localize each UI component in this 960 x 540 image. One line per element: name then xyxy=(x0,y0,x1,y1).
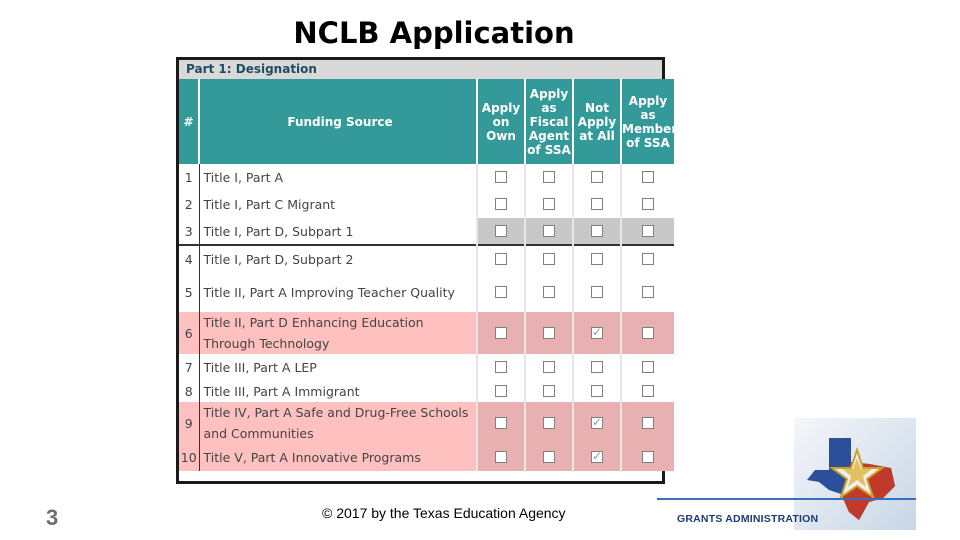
checkbox-own[interactable] xyxy=(495,198,507,210)
page-number: 3 xyxy=(46,505,59,530)
checkbox-not-apply[interactable] xyxy=(591,253,603,265)
checkbox-not-apply[interactable] xyxy=(591,198,603,210)
row-number: 6 xyxy=(179,312,199,354)
row-number: 2 xyxy=(179,191,199,218)
checkbox-not-apply[interactable] xyxy=(591,385,603,397)
funding-source-label: Title III, Part A Immigrant xyxy=(199,381,477,402)
checkbox-fiscal[interactable] xyxy=(543,385,555,397)
funding-source-label: Title I, Part A xyxy=(199,164,477,191)
checkbox-cell xyxy=(573,354,621,381)
row-number: 7 xyxy=(179,354,199,381)
checkbox-fiscal[interactable] xyxy=(543,451,555,463)
checkbox-cell xyxy=(525,444,573,471)
checkbox-member[interactable] xyxy=(642,385,654,397)
table-row xyxy=(179,381,674,402)
checkbox-cell xyxy=(525,218,573,245)
col-header-member: Apply as Member of SSA xyxy=(621,79,674,164)
checkbox-cell xyxy=(525,381,573,402)
row-number: 9 xyxy=(179,402,199,444)
slide-title: NCLB Application xyxy=(293,16,575,50)
checkbox-not-apply[interactable] xyxy=(591,171,603,183)
checkbox-cell xyxy=(477,218,525,245)
checkbox-cell xyxy=(525,245,573,272)
funding-table xyxy=(179,79,678,471)
checkbox-cell xyxy=(573,402,621,444)
checkbox-own[interactable] xyxy=(495,327,507,339)
copyright-text: © 2017 by the Texas Education Agency xyxy=(322,505,566,521)
checkbox-member[interactable] xyxy=(642,198,654,210)
checkbox-cell xyxy=(525,354,573,381)
checkbox-fiscal[interactable] xyxy=(543,198,555,210)
table-row xyxy=(179,191,674,218)
row-number: 4 xyxy=(179,245,199,272)
col-header-num: # xyxy=(179,79,199,164)
checkbox-own[interactable] xyxy=(495,286,507,298)
checkbox-own[interactable] xyxy=(495,417,507,429)
table-row xyxy=(179,218,674,245)
checkbox-member[interactable] xyxy=(642,417,654,429)
funding-source-label: Title I, Part D, Subpart 1 xyxy=(199,218,477,245)
checkbox-cell xyxy=(621,164,674,191)
checkbox-cell xyxy=(621,381,674,402)
checkbox-own[interactable] xyxy=(495,451,507,463)
funding-source-label: Title I, Part D, Subpart 2 xyxy=(199,245,477,272)
checkbox-member[interactable] xyxy=(642,361,654,373)
checkbox-cell xyxy=(573,218,621,245)
checkbox-own[interactable] xyxy=(495,253,507,265)
checkbox-cell xyxy=(477,312,525,354)
col-header-own: Apply on Own xyxy=(477,79,525,164)
checkbox-fiscal[interactable] xyxy=(543,417,555,429)
checkbox-member[interactable] xyxy=(642,253,654,265)
funding-source-label: Title II, Part D Enhancing Education Through Technology xyxy=(199,312,477,354)
checkbox-member[interactable] xyxy=(642,171,654,183)
checkbox-own[interactable] xyxy=(495,385,507,397)
checkbox-cell xyxy=(477,272,525,312)
checkbox-cell xyxy=(621,312,674,354)
checkbox-not-apply[interactable] xyxy=(591,451,603,463)
table-row xyxy=(179,164,674,191)
checkbox-fiscal[interactable] xyxy=(543,171,555,183)
designation-form xyxy=(176,57,678,484)
funding-source-label: Title IV, Part A Safe and Drug-Free Schools and Communities xyxy=(199,402,477,444)
checkbox-member[interactable] xyxy=(642,327,654,339)
row-number: 1 xyxy=(179,164,199,191)
checkbox-not-apply[interactable] xyxy=(591,417,603,429)
checkbox-fiscal[interactable] xyxy=(543,286,555,298)
checkbox-cell xyxy=(621,354,674,381)
funding-source-label: Title III, Part A LEP xyxy=(199,354,477,381)
checkbox-cell xyxy=(525,402,573,444)
checkbox-cell xyxy=(477,402,525,444)
checkbox-cell xyxy=(525,191,573,218)
col-header-fiscal: Apply as Fiscal Agent of SSA xyxy=(525,79,573,164)
checkbox-cell xyxy=(477,381,525,402)
row-number: 5 xyxy=(179,272,199,312)
checkbox-cell xyxy=(621,272,674,312)
col-header-not-apply: Not Apply at All xyxy=(573,79,621,164)
checkbox-cell xyxy=(477,354,525,381)
checkbox-cell xyxy=(477,444,525,471)
checkbox-not-apply[interactable] xyxy=(591,327,603,339)
checkbox-fiscal[interactable] xyxy=(543,253,555,265)
checkbox-not-apply[interactable] xyxy=(591,286,603,298)
funding-source-label: Title II, Part A Improving Teacher Quality xyxy=(199,272,477,312)
checkbox-cell xyxy=(477,191,525,218)
checkbox-fiscal[interactable] xyxy=(543,327,555,339)
table-row xyxy=(179,272,674,312)
table-row xyxy=(179,354,674,381)
grants-administration-logo xyxy=(657,418,916,530)
checkbox-own[interactable] xyxy=(495,361,507,373)
checkbox-cell xyxy=(621,218,674,245)
checkbox-fiscal[interactable] xyxy=(543,225,555,237)
checkbox-fiscal[interactable] xyxy=(543,361,555,373)
checkbox-member[interactable] xyxy=(642,286,654,298)
logo-rule xyxy=(657,498,916,500)
checkbox-cell xyxy=(573,191,621,218)
checkbox-cell xyxy=(573,444,621,471)
checkbox-own[interactable] xyxy=(495,225,507,237)
checkbox-cell xyxy=(477,245,525,272)
checkbox-cell xyxy=(477,164,525,191)
checkbox-cell xyxy=(573,245,621,272)
row-number: 8 xyxy=(179,381,199,402)
part-header: Part 1: Designation xyxy=(179,60,662,79)
table-row xyxy=(179,402,674,444)
checkbox-not-apply[interactable] xyxy=(591,225,603,237)
funding-source-label: Title I, Part C Migrant xyxy=(199,191,477,218)
funding-source-label: Title V, Part A Innovative Programs xyxy=(199,444,477,471)
checkbox-own[interactable] xyxy=(495,171,507,183)
row-number: 3 xyxy=(179,218,199,245)
table-row xyxy=(179,312,674,354)
checkbox-member[interactable] xyxy=(642,225,654,237)
col-header-source: Funding Source xyxy=(199,79,477,164)
checkbox-cell xyxy=(573,272,621,312)
checkbox-cell xyxy=(525,164,573,191)
checkbox-cell xyxy=(621,245,674,272)
checkbox-cell xyxy=(573,164,621,191)
checkbox-cell xyxy=(573,312,621,354)
checkbox-member[interactable] xyxy=(642,451,654,463)
logo-text: GRANTS ADMINISTRATION xyxy=(677,513,819,525)
row-number: 10 xyxy=(179,444,199,471)
checkbox-cell xyxy=(525,272,573,312)
table-row xyxy=(179,245,674,272)
checkbox-cell xyxy=(573,381,621,402)
checkbox-cell xyxy=(621,191,674,218)
checkbox-cell xyxy=(525,312,573,354)
table-row xyxy=(179,444,674,471)
checkbox-not-apply[interactable] xyxy=(591,361,603,373)
